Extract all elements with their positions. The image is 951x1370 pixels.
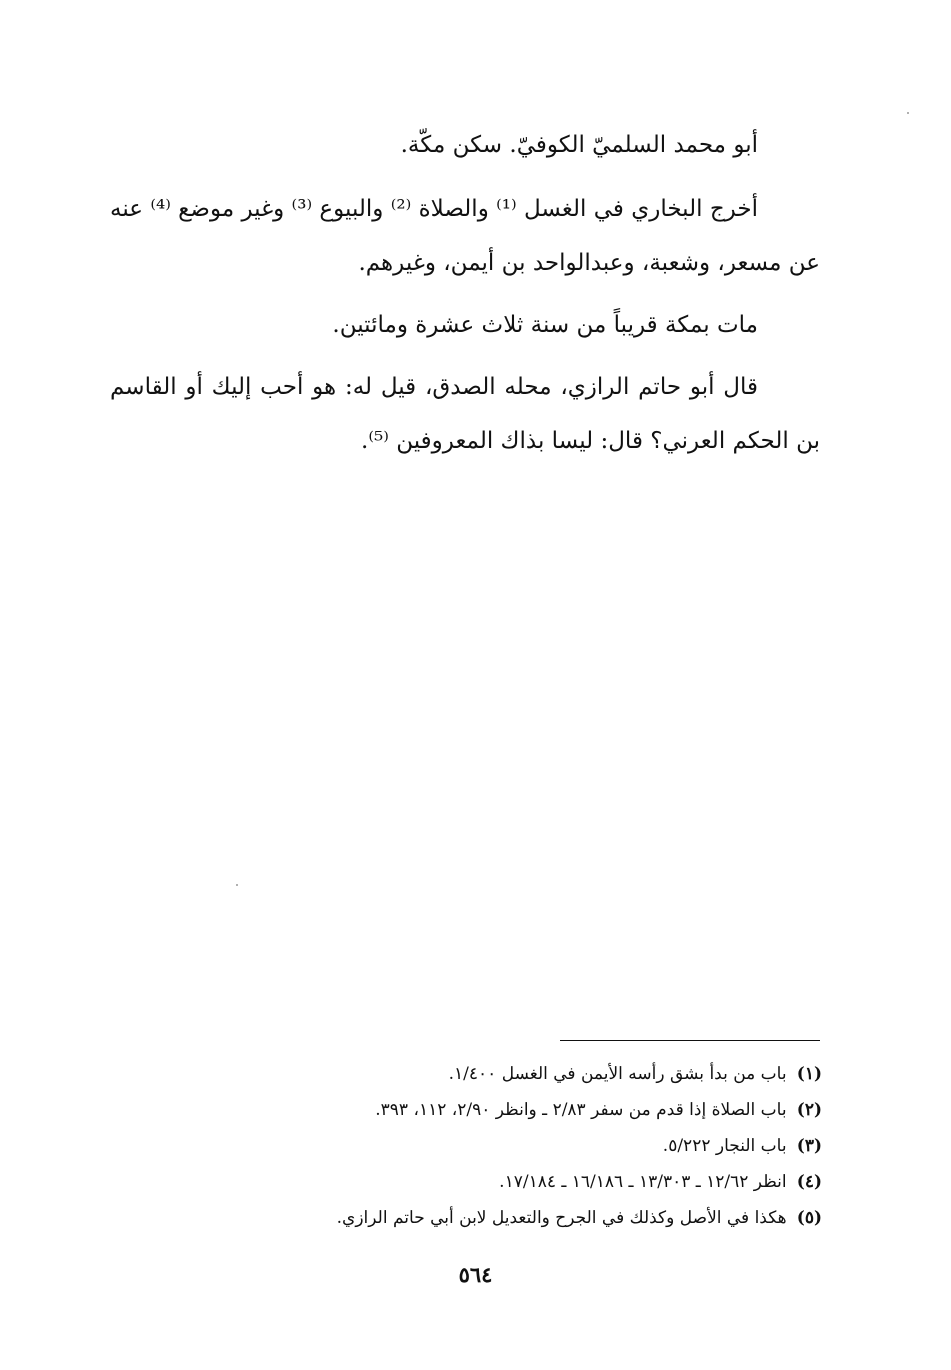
main-text-block <box>110 118 820 476</box>
footnote-text: انظر ١٢/٦٢ ـ ١٣/٣٠٣ ـ ١٦/١٨٦ ـ ١٧/١٨٤. <box>499 1172 787 1192</box>
footnotes-block <box>200 1056 822 1236</box>
footnote-1 <box>200 1056 822 1092</box>
paragraph-heading: أبو محمد السلميّ الكوفيّ. سكن مكّة. <box>400 132 758 158</box>
paragraph-abu-hatim: قال أبو حاتم الرازي، محله الصدق، قيل له: هو أحب إليك أو القاسم بن الحكم العرني؟ قال: ليسا بذاك المعروفين ⁽⁵⁾. <box>110 374 820 454</box>
paragraph-bukhari: أخرج البخاري في الغسل ⁽¹⁾ والصلاة ⁽²⁾ والبيوع ⁽³⁾ وغير موضع ⁽⁴⁾ عنه عن مسعر، وشعبة، وعبدالواحد بن أيمن، وغيرهم. <box>110 196 820 276</box>
footnote-divider <box>560 1040 820 1041</box>
footnote-number: (٥) <box>796 1208 822 1228</box>
scan-speck <box>236 884 238 886</box>
scan-speck <box>907 112 909 114</box>
paragraph-death: مات بمكة قريباً من سنة ثلاث عشرة ومائتين. <box>332 312 758 338</box>
footnote-text: باب النجار ٥/٢٢٢. <box>662 1136 787 1156</box>
footnote-5 <box>200 1200 822 1236</box>
footnote-text: باب من بدأ بشق رأسه الأيمن في الغسل ١/٤٠٠. <box>448 1064 787 1084</box>
footnote-4 <box>200 1164 822 1200</box>
footnote-2 <box>200 1092 822 1128</box>
footnote-3 <box>200 1128 822 1164</box>
footnote-number: (٢) <box>796 1100 822 1120</box>
footnote-text: هكذا في الأصل وكذلك في الجرح والتعديل لابن أبي حاتم الرازي. <box>336 1208 787 1228</box>
footnote-number: (٣) <box>796 1136 822 1156</box>
page-number: ٥٦٤ <box>458 1262 493 1287</box>
footnote-number: (٤) <box>796 1172 822 1192</box>
footnote-number: (١) <box>796 1064 822 1084</box>
footnote-text: باب الصلاة إذا قدم من سفر ٢/٨٣ ـ وانظر ٢/٩٠، ١١٢، ٣٩٣. <box>375 1100 787 1120</box>
